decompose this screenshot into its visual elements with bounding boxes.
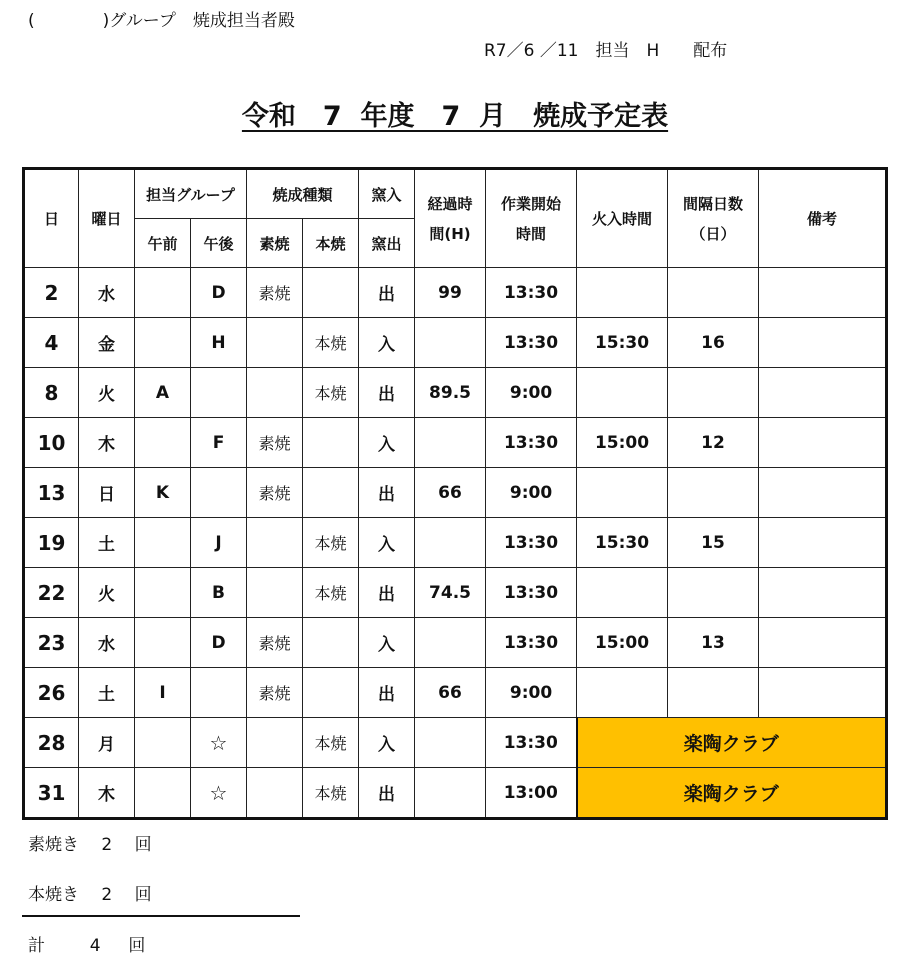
start-time-cell: 9:00 [486,668,577,718]
table-row [24,718,887,768]
table-row [24,618,887,668]
weekday-cell: 金 [79,318,135,368]
interval-days-cell: 15 [668,518,759,568]
pm-group-cell: J [191,518,247,568]
interval-days-cell [668,268,759,318]
glaze-cell: 本焼 [303,518,359,568]
pm-group-cell: ☆ [191,718,247,768]
start-time-cell: 13:30 [486,418,577,468]
bisque-cell: 素焼 [247,468,303,518]
table-row [24,468,887,518]
pm-group-cell: D [191,268,247,318]
day-cell: 4 [24,318,79,368]
summary-total: 計 4 回 [28,936,146,956]
header-elapsed-line2: 間(H) [429,224,471,243]
am-group-cell [135,718,191,768]
elapsed-cell: 66 [415,668,486,718]
weekday-cell: 土 [79,668,135,718]
header-interval-line2: （日） [690,224,736,243]
table-row [24,668,887,718]
start-time-cell: 13:00 [486,768,577,819]
weekday-cell: 日 [79,468,135,518]
glaze-cell [303,618,359,668]
fire-time-cell [577,568,668,618]
fire-time-cell: 15:00 [577,418,668,468]
day-cell: 31 [24,768,79,819]
glaze-cell: 本焼 [303,368,359,418]
interval-days-cell [668,568,759,618]
elapsed-cell [415,618,486,668]
pm-group-cell: B [191,568,247,618]
glaze-cell [303,418,359,468]
notes-cell [759,468,887,518]
elapsed-cell: 99 [415,268,486,318]
weekday-cell: 火 [79,568,135,618]
am-group-cell [135,768,191,819]
am-group-cell [135,268,191,318]
summary-bisque: 素焼き 2 回 [28,835,152,855]
header-elapsed [415,169,486,268]
header-notes: 備考 [759,169,887,268]
weekday-cell: 水 [79,268,135,318]
bisque-cell [247,768,303,819]
day-cell: 26 [24,668,79,718]
glaze-cell [303,268,359,318]
interval-days-cell [668,468,759,518]
table-row [24,368,887,418]
pm-group-cell [191,368,247,418]
glaze-cell: 本焼 [303,718,359,768]
interval-days-cell [668,668,759,718]
header-bisque: 素焼 [247,219,303,268]
kiln-inout-cell: 入 [359,518,415,568]
header-fire-time: 火入時間 [577,169,668,268]
header-elapsed-line1: 経過時 [427,194,473,213]
header-am: 午前 [135,219,191,268]
day-cell: 28 [24,718,79,768]
kiln-inout-cell: 出 [359,368,415,418]
fire-time-cell: 15:30 [577,518,668,568]
fire-time-cell [577,368,668,418]
start-time-cell: 9:00 [486,368,577,418]
am-group-cell: K [135,468,191,518]
schedule-body [24,268,887,819]
table-row [24,518,887,568]
header-group: 担当グループ [135,169,247,219]
bisque-cell [247,318,303,368]
glaze-cell: 本焼 [303,768,359,819]
pm-group-cell: ☆ [191,768,247,819]
day-cell: 2 [24,268,79,318]
elapsed-cell: 89.5 [415,368,486,418]
fire-time-cell: 15:00 [577,618,668,668]
notes-cell [759,518,887,568]
header-start-line1: 作業開始 [501,194,562,213]
kiln-inout-cell: 出 [359,768,415,819]
glaze-cell [303,468,359,518]
kiln-inout-cell: 出 [359,568,415,618]
weekday-cell: 木 [79,768,135,819]
addressee-line: ( )グループ 焼成担当者殿 [28,11,295,31]
kiln-inout-cell: 出 [359,668,415,718]
table-row [24,768,887,819]
club-reservation-cell: 楽陶クラブ [577,768,887,819]
weekday-cell: 火 [79,368,135,418]
day-cell: 19 [24,518,79,568]
kiln-inout-cell: 入 [359,318,415,368]
pm-group-cell: D [191,618,247,668]
notes-cell [759,418,887,468]
header-kiln-in: 窯入 [359,169,415,219]
notes-cell [759,318,887,368]
elapsed-cell [415,718,486,768]
elapsed-cell [415,318,486,368]
day-cell: 8 [24,368,79,418]
interval-days-cell [668,368,759,418]
interval-days-cell: 13 [668,618,759,668]
elapsed-cell: 66 [415,468,486,518]
glaze-cell: 本焼 [303,568,359,618]
kiln-inout-cell: 出 [359,268,415,318]
pm-group-cell [191,468,247,518]
header-firing-kind: 焼成種類 [247,169,359,219]
am-group-cell: I [135,668,191,718]
notes-cell [759,618,887,668]
am-group-cell [135,518,191,568]
fire-time-cell [577,468,668,518]
start-time-cell: 13:30 [486,318,577,368]
interval-days-cell: 12 [668,418,759,468]
am-group-cell: A [135,368,191,418]
header-row-1 [24,169,887,219]
bisque-cell [247,568,303,618]
start-time-cell: 9:00 [486,468,577,518]
bisque-cell: 素焼 [247,268,303,318]
glaze-cell [303,668,359,718]
elapsed-cell [415,518,486,568]
table-row [24,268,887,318]
header-interval-line1: 間隔日数 [683,194,744,213]
bisque-cell: 素焼 [247,618,303,668]
page-title [0,94,910,133]
kiln-inout-cell: 入 [359,418,415,468]
header-glaze: 本焼 [303,219,359,268]
day-cell: 22 [24,568,79,618]
kiln-inout-cell: 出 [359,468,415,518]
kiln-inout-cell: 入 [359,618,415,668]
fire-time-cell [577,668,668,718]
weekday-cell: 月 [79,718,135,768]
header-day: 日 [24,169,79,268]
fire-time-cell: 15:30 [577,318,668,368]
header-interval [668,169,759,268]
notes-cell [759,568,887,618]
notes-cell [759,368,887,418]
start-time-cell: 13:30 [486,618,577,668]
pm-group-cell [191,668,247,718]
start-time-cell: 13:30 [486,718,577,768]
kiln-inout-cell: 入 [359,718,415,768]
weekday-cell: 水 [79,618,135,668]
page-title-text: 令和 7 年度 7 月 焼成予定表 [241,101,669,132]
header-kiln-out: 窯出 [359,219,415,268]
weekday-cell: 土 [79,518,135,568]
bisque-cell: 素焼 [247,668,303,718]
am-group-cell [135,568,191,618]
elapsed-cell [415,768,486,819]
summary-glaze: 本焼き 2 回 [28,885,152,905]
am-group-cell [135,318,191,368]
header-start-line2: 時間 [516,224,547,243]
pm-group-cell: H [191,318,247,368]
fire-time-cell [577,268,668,318]
table-row [24,568,887,618]
am-group-cell [135,418,191,468]
header-start-time [486,169,577,268]
day-cell: 10 [24,418,79,468]
start-time-cell: 13:30 [486,268,577,318]
weekday-cell: 木 [79,418,135,468]
table-row [24,418,887,468]
header-pm: 午後 [191,219,247,268]
glaze-cell: 本焼 [303,318,359,368]
pm-group-cell: F [191,418,247,468]
start-time-cell: 13:30 [486,518,577,568]
firing-schedule-table [22,167,888,820]
interval-days-cell: 16 [668,318,759,368]
summary-divider [22,915,300,917]
distribution-date-line: R7／6 ／11 担当 H 配布 [484,41,728,61]
bisque-cell [247,518,303,568]
bisque-cell [247,718,303,768]
day-cell: 23 [24,618,79,668]
notes-cell [759,268,887,318]
elapsed-cell [415,418,486,468]
bisque-cell: 素焼 [247,418,303,468]
table-row [24,318,887,368]
day-cell: 13 [24,468,79,518]
notes-cell [759,668,887,718]
am-group-cell [135,618,191,668]
header-weekday: 曜日 [79,169,135,268]
start-time-cell: 13:30 [486,568,577,618]
elapsed-cell: 74.5 [415,568,486,618]
bisque-cell [247,368,303,418]
club-reservation-cell: 楽陶クラブ [577,718,887,768]
